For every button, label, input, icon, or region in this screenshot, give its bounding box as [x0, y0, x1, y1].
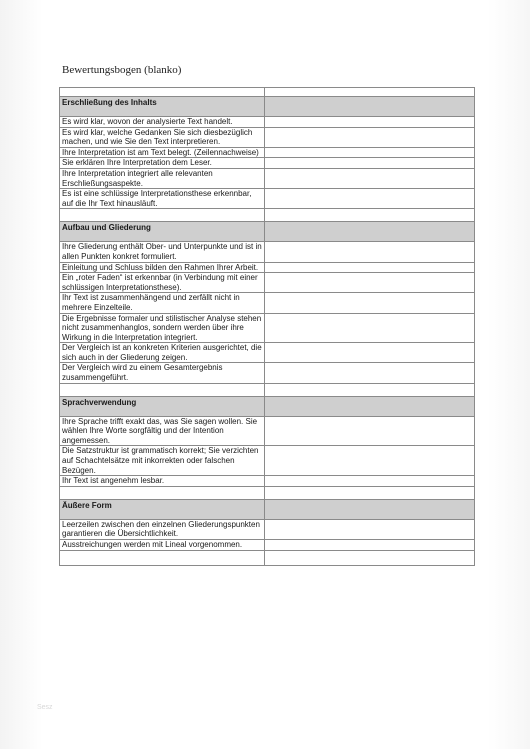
section-row	[60, 97, 475, 117]
criterion-text: Die Satzstruktur ist grammatisch korrekt; Sie verzichten auf Schachtelsätze mit inkorrekten oder falschen Bezügen.	[60, 446, 265, 476]
section-rating-cell	[265, 97, 475, 117]
rating-cell[interactable]	[265, 313, 475, 343]
rating-cell[interactable]	[265, 519, 475, 539]
criterion-row	[60, 416, 475, 446]
criterion-row	[60, 273, 475, 293]
criterion-row	[60, 446, 475, 476]
criterion-text: Der Vergleich wird zu einem Gesamtergebnis zusammengeführt.	[60, 363, 265, 383]
criterion-text: Der Vergleich ist an konkreten Kriterien ausgerichtet, die sich auch in der Gliederung zeigen.	[60, 343, 265, 363]
section-title: Erschließung des Inhalts	[60, 97, 265, 117]
criterion-text: Ausstreichungen werden mit Lineal vorgenommen.	[60, 540, 265, 551]
rating-cell[interactable]	[265, 117, 475, 128]
table-header-row	[60, 88, 475, 97]
criterion-text: Ihr Text ist angenehm lesbar.	[60, 476, 265, 487]
section-title: Sprachverwendung	[60, 396, 265, 416]
rating-cell[interactable]	[265, 476, 475, 487]
criterion-row	[60, 158, 475, 169]
rating-cell[interactable]	[265, 127, 475, 147]
rating-cell[interactable]	[265, 242, 475, 262]
rating-cell[interactable]	[265, 540, 475, 551]
rating-cell[interactable]	[265, 363, 475, 383]
blank-row	[60, 383, 475, 396]
criterion-text: Es wird klar, wovon der analysierte Text handelt.	[60, 117, 265, 128]
rating-table-body	[60, 88, 475, 566]
blank-cell	[60, 486, 265, 499]
rating-cell[interactable]	[265, 343, 475, 363]
criterion-row	[60, 262, 475, 273]
criterion-text: Es ist eine schlüssige Interpretationsthese erkennbar, auf die Ihr Text hinausläuft.	[60, 189, 265, 209]
criterion-text: Ihre Interpretation integriert alle relevanten Erschließungsaspekte.	[60, 168, 265, 188]
section-rating-cell	[265, 499, 475, 519]
criterion-row	[60, 127, 475, 147]
criterion-row	[60, 147, 475, 158]
section-rating-cell	[265, 222, 475, 242]
criterion-text: Es wird klar, welche Gedanken Sie sich diesbezüglich machen, und wie Sie den Text interpretieren.	[60, 127, 265, 147]
blank-cell	[60, 550, 265, 565]
blank-row	[60, 209, 475, 222]
criterion-row	[60, 519, 475, 539]
criterion-row	[60, 168, 475, 188]
criterion-text: Ein „roter Faden“ ist erkennbar (in Verbindung mit einer schlüssigen Interpretationsthese).	[60, 273, 265, 293]
watermark: Sesz	[37, 704, 53, 711]
criterion-text: Sie erklären Ihre Interpretation dem Leser.	[60, 158, 265, 169]
rating-cell[interactable]	[265, 273, 475, 293]
blank-cell	[60, 209, 265, 222]
criterion-row	[60, 189, 475, 209]
rating-cell[interactable]	[265, 189, 475, 209]
rating-cell[interactable]	[265, 293, 475, 313]
header-cell-criteria	[60, 88, 265, 97]
header-cell-rating	[265, 88, 475, 97]
criterion-text: Leerzeilen zwischen den einzelnen Gliederungspunkten garantieren die Übersichtlichkeit.	[60, 519, 265, 539]
document-title: Bewertungsbogen (blanko)	[62, 64, 182, 76]
rating-cell[interactable]	[265, 158, 475, 169]
criterion-text: Ihr Text ist zusammenhängend und zerfällt nicht in mehrere Einzelteile.	[60, 293, 265, 313]
criterion-row	[60, 476, 475, 487]
blank-cell	[60, 383, 265, 396]
criterion-text: Ihre Interpretation ist am Text belegt. (Zeilennachweise)	[60, 147, 265, 158]
criterion-row	[60, 117, 475, 128]
section-row	[60, 222, 475, 242]
blank-row	[60, 550, 475, 565]
criterion-text: Ihre Gliederung enthält Ober- und Unterpunkte und ist in allen Punkten konkret formuliert.	[60, 242, 265, 262]
section-rating-cell	[265, 396, 475, 416]
section-title: Aufbau und Gliederung	[60, 222, 265, 242]
section-title: Äußere Form	[60, 499, 265, 519]
rating-cell[interactable]	[265, 147, 475, 158]
rating-cell[interactable]	[265, 262, 475, 273]
blank-rating-cell	[265, 550, 475, 565]
section-row	[60, 396, 475, 416]
blank-row	[60, 486, 475, 499]
blank-rating-cell	[265, 209, 475, 222]
criterion-row	[60, 540, 475, 551]
rating-cell[interactable]	[265, 168, 475, 188]
criterion-row	[60, 343, 475, 363]
blank-rating-cell	[265, 383, 475, 396]
criterion-row	[60, 363, 475, 383]
section-row	[60, 499, 475, 519]
rating-table	[59, 87, 475, 566]
criterion-text: Einleitung und Schluss bilden den Rahmen Ihrer Arbeit.	[60, 262, 265, 273]
criterion-row	[60, 242, 475, 262]
criterion-text: Die Ergebnisse formaler und stilistischer Analyse stehen nicht zusammenhanglos, sondern werden über ihre Wirkung in die Interpretation integriert.	[60, 313, 265, 343]
rating-cell[interactable]	[265, 446, 475, 476]
criterion-row	[60, 313, 475, 343]
criterion-row	[60, 293, 475, 313]
rating-cell[interactable]	[265, 416, 475, 446]
criterion-text: Ihre Sprache trifft exakt das, was Sie sagen wollen. Sie wählen Ihre Worte sorgfältig und der Intention angemessen.	[60, 416, 265, 446]
blank-rating-cell	[265, 486, 475, 499]
